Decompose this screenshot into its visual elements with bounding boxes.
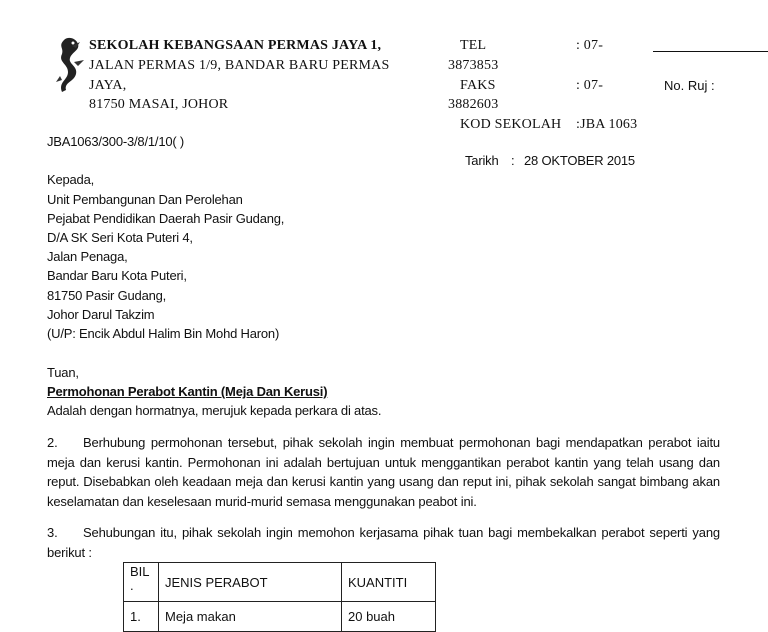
faks-number: 3882603 xyxy=(448,97,499,112)
recipient-line: Unit Pembangunan Dan Perolehan xyxy=(47,192,243,207)
paragraph-3 xyxy=(47,523,720,562)
recipient-line: (U/P: Encik Abdul Halim Bin Mohd Haron) xyxy=(47,326,280,341)
address-line-3: 81750 MASAI, JOHOR xyxy=(89,97,229,112)
recipient-line: Jalan Penaga, xyxy=(47,249,128,264)
faks-separator: : 07- xyxy=(576,78,604,93)
recipient-line: Johor Darul Takzim xyxy=(47,307,155,322)
date-label: Tarikh xyxy=(465,153,499,168)
header-rule xyxy=(653,51,768,52)
school-name: SEKOLAH KEBANGSAAN PERMAS JAYA 1, xyxy=(89,38,382,53)
recipient-line: Pejabat Pendidikan Daerah Pasir Gudang, xyxy=(47,211,285,226)
table-cell: Meja makan xyxy=(159,602,342,632)
table-row xyxy=(124,602,436,632)
header-cell-jenis-perabot: JENIS PERABOT xyxy=(159,563,342,602)
table-cell: 20 buah xyxy=(342,602,436,632)
letter-subject: Permohonan Perabot Kantin (Meja Dan Kerusi) xyxy=(47,384,328,399)
tel-separator: : 07- xyxy=(576,38,604,53)
furniture-table xyxy=(123,562,436,632)
recipient-line: Bandar Baru Kota Puteri, xyxy=(47,268,187,283)
date-value: 28 OKTOBER 2015 xyxy=(524,153,635,168)
kod-sekolah-value: :JBA 1063 xyxy=(576,117,638,132)
paragraph-number: 3. xyxy=(47,525,58,540)
tel-label: TEL xyxy=(460,38,487,53)
kod-sekolah-label: KOD SEKOLAH xyxy=(460,117,562,132)
address-line-2: JAYA, xyxy=(89,78,127,93)
paragraph-2 xyxy=(47,433,720,511)
paragraph-number: 2. xyxy=(47,435,58,450)
recipient-line: D/A SK Seri Kota Puteri 4, xyxy=(47,230,193,245)
school-crest-logo xyxy=(54,36,88,94)
table-header-row xyxy=(124,563,436,602)
intro-sentence: Adalah dengan hormatnya, merujuk kepada perkara di atas. xyxy=(47,403,382,418)
date-separator: : xyxy=(511,153,515,168)
reference-number: JBA1063/300-3/8/1/10( ) xyxy=(47,134,185,149)
header-cell-kuantiti: KUANTITI xyxy=(342,563,436,602)
tel-number: 3873853 xyxy=(448,58,499,73)
recipient-line: 81750 Pasir Gudang, xyxy=(47,288,167,303)
table-cell: 1. xyxy=(124,602,159,632)
faks-label: FAKS xyxy=(460,78,496,93)
header-cell-bil: BIL . xyxy=(124,563,159,602)
recipient-line: Kepada, xyxy=(47,172,95,187)
paragraph-text: Berhubung permohonan tersebut, pihak sekolah ingin membuat permohonan bagi mendapatkan perabot iaitu meja dan kerusi kantin. Permohonan ini adalah bertujuan untuk menggantikan perabot kantin yang telah usang dan reput. Disebabkan oleh keadaan meja dan kerusi kantin yang usang dan reput ini, pihak sekolah sangat bimbang akan keselamatan dan keselesaan murid-murid semasa menggunakan peabot ini. xyxy=(47,435,720,509)
no-ruj-label: No. Ruj : xyxy=(664,78,715,93)
paragraph-text: Sehubungan itu, pihak sekolah ingin memohon kerjasama pihak tuan bagi membekalkan perabot seperti yang berikut : xyxy=(47,525,720,560)
address-line-1: JALAN PERMAS 1/9, BANDAR BARU PERMAS xyxy=(89,58,390,73)
salutation: Tuan, xyxy=(47,365,79,380)
